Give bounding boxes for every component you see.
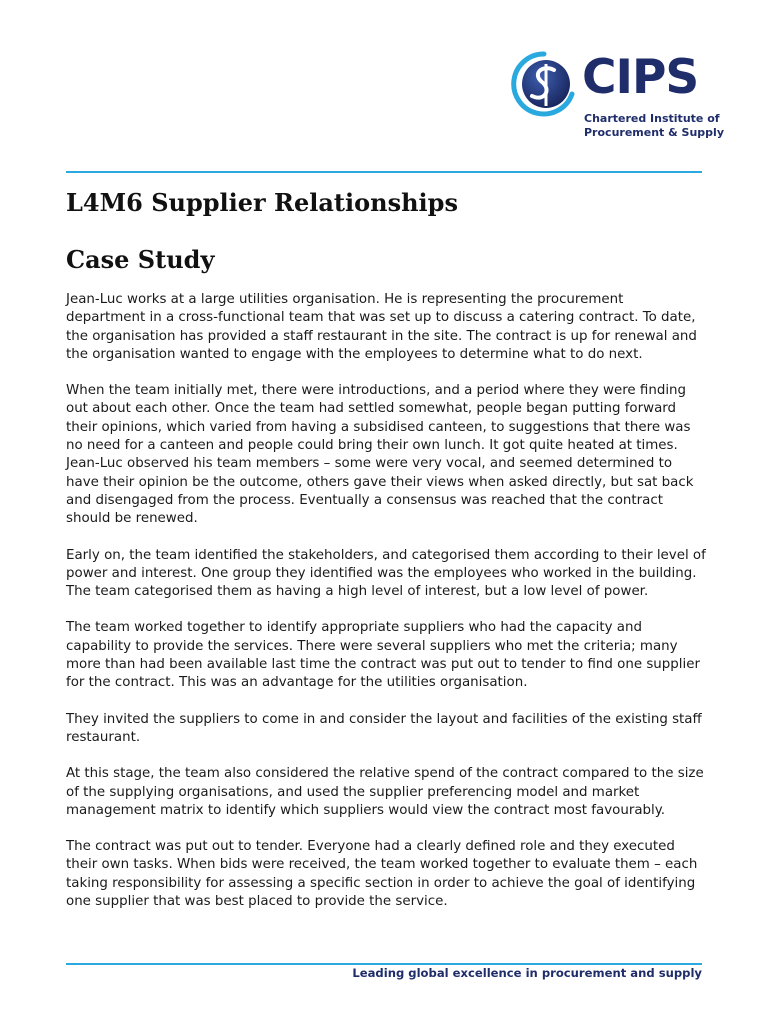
- paragraph: At this stage, the team also considered the relative spend of the contract compared to the size of the supplying organisations, and used the supplier preferencing model and market management matrix to identify which suppliers would view the contract most favourably.: [66, 766, 704, 818]
- section-title: Case Study: [66, 245, 215, 274]
- footer-tagline: Leading global excellence in procurement and supply: [352, 966, 702, 980]
- paragraph: The contract was put out to tender. Everyone had a clearly defined role and they executed their own tasks. When bids were received, the team worked together to evaluate them – each taking responsibility for assessing a specific section in order to achieve the goal of identifying one supplier that was best placed to provide the service.: [66, 839, 698, 910]
- header-divider: [66, 171, 702, 173]
- logo-subtitle: [584, 112, 724, 140]
- paragraph: Jean-Luc works at a large utilities organisation. He is representing the procurement department in a cross-functional team that was set up to discuss a catering contract. To date, the organisation has provided a staff restaurant in the site. The contract is up for renewal and the organisation wanted to engage with the employees to determine what to do next.: [66, 292, 697, 362]
- cips-logo: [510, 50, 724, 150]
- logo-subtitle-line2: Procurement & Supply: [584, 126, 724, 139]
- paragraph: They invited the suppliers to come in and consider the layout and facilities of the existing staff restaurant.: [66, 711, 702, 745]
- paragraph: The team worked together to identify appropriate suppliers who had the capacity and capability to provide the services. There were several suppliers who met the criteria; many more than had been available last time the contract was put out to tender to find one supplier for the contract. This was an advantage for the utilities organisation.: [66, 620, 700, 691]
- logo-subtitle-line1: Chartered Institute of: [584, 112, 720, 125]
- paragraph: When the team initially met, there were introductions, and a period where they were finding out about each other. Once the team had settled somewhat, people began putting forward their opinions, which varied from having a subsidised canteen, to suggestions that there was no need for a canteen and people could bring their own lunch. It got quite heated at times. Jean-Luc observed his team members – some were very vocal, and seemed determined to have their opinion be the outcome, others gave their views when asked directly, but sat back and disengaged from the process. Eventually a consensus was reached that the contract should be renewed.: [66, 383, 694, 527]
- cips-emblem-icon: [510, 50, 578, 118]
- logo-wordmark: CIPS: [582, 50, 699, 105]
- document-title: L4M6 Supplier Relationships: [66, 188, 458, 217]
- footer-divider: [66, 963, 702, 965]
- paragraph: Early on, the team identified the stakeholders, and categorised them according to their level of power and interest. One group they identified was the employees who worked in the building. The team categorised them as having a high level of interest, but a low level of power.: [66, 547, 706, 600]
- case-study-body: [66, 291, 706, 929]
